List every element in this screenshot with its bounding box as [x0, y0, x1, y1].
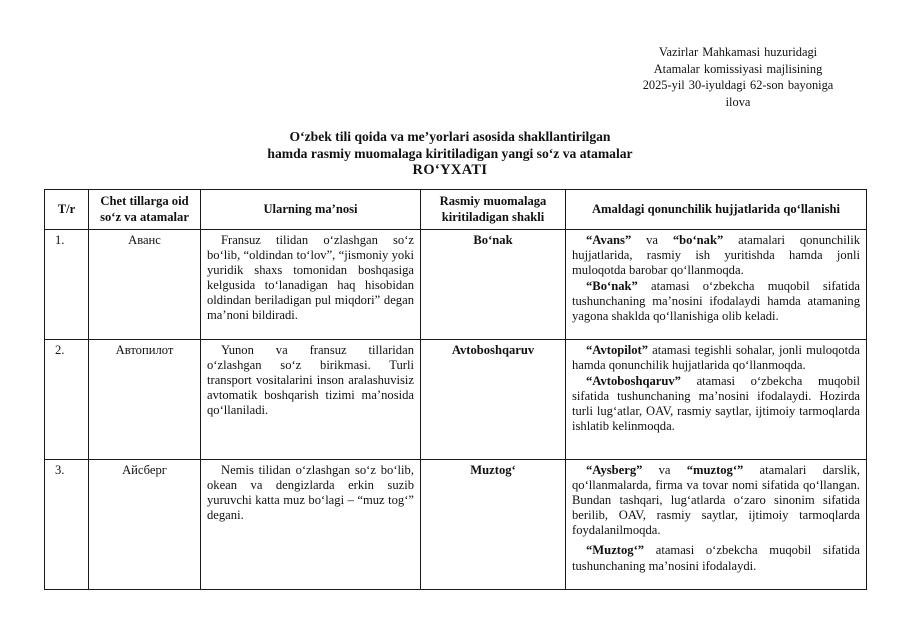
row-number: 3. [45, 460, 89, 590]
official-form: Avtoboshqaruv [421, 340, 566, 460]
header-num: T/r [45, 190, 89, 230]
row-number: 1. [45, 230, 89, 340]
table-row [45, 460, 867, 590]
annex-line: ilova [725, 94, 751, 109]
usage-text [566, 460, 867, 590]
header-meaning: Ularning ma’nosi [201, 190, 421, 230]
annex-note [588, 44, 888, 110]
term-meaning: Fransuz tilidan o‘zlashgan so‘z bo‘lib, “oldindan to‘lov”, “jismoniy yoki yuridik shaxs tomonidan boshqasiga kelgusida to‘lanadigan haq hisobidan oldindan beriladigan pul miqdori” degan ma’noni bildiradi. [201, 230, 421, 340]
annex-line: Atamalar komissiyasi majlisining [653, 61, 823, 76]
usage-text [566, 230, 867, 340]
usage-paragraph: “Avtoboshqaruv” atamasi o‘zbekcha muqobil sifatida tushunchaning ma’nosini ifodalaydi. Hozirda turli lug‘atlar, OAV, rasmiy saytlar, ijtimoiy tarmoqlarda ishlatib kelinmoqda. [572, 374, 860, 434]
title-line-2: hamda rasmiy muomalaga kiritiladigan yangi so‘z va atamalar [267, 146, 633, 161]
usage-paragraph: “Bo‘nak” atamasi o‘zbekcha muqobil sifatida tushunchaning ma’nosini ifodalaydi hamda atamaning yagona shaklda qo‘llanishiga olib keladi. [572, 279, 860, 324]
foreign-term: Аванс [89, 230, 201, 340]
usage-paragraph: “Avans” va “bo‘nak” atamalari qonunchilik hujjatlarida, rasmiy ish yuritishda hamda jonli muloqotda barobar qo‘llanmoqda. [572, 233, 861, 278]
official-form: Bo‘nak [421, 230, 566, 340]
table-header-row [45, 190, 867, 230]
header-usage: Amaldagi qonunchilik hujjatlarida qo‘llanishi [566, 190, 867, 230]
header-foreign-terms: Chet tillarga oid so‘z va atamalar [89, 190, 201, 230]
usage-paragraph: “Muztog‘” atamasi o‘zbekcha muqobil sifatida tushunchaning ma’nosini ifodalaydi. [572, 543, 860, 573]
usage-text [566, 340, 867, 460]
title-line-1: O‘zbek tili qoida va me’yorlari asosida shakllantirilgan [289, 129, 611, 144]
usage-paragraph: “Aysberg” va “muztog‘” atamalari darslik, qo‘llanmalarda, firma va tovar nomi sifatida qo‘llangan. Bundan tashqari, lug‘atlarda o‘zaro sinonim sifatida berilib, OAV, rasmiy saytlar, ijtimoiy tarmoqlarda foydalanilmoqda. [572, 463, 860, 538]
term-meaning: Yunon va fransuz tillaridan o‘zlashgan so‘z birikmasi. Turli transport vositalarini inson aralashuvisiz avtomatik boshqarish tizimi ma’nosida qo‘llaniladi. [201, 340, 421, 460]
foreign-term: Айсберг [89, 460, 201, 590]
foreign-term: Автопилот [89, 340, 201, 460]
row-number: 2. [45, 340, 89, 460]
terms-table [44, 189, 867, 590]
usage-paragraph: “Avtopilot” atamasi tegishli sohalar, jonli muloqotda hamda qonunchilik hujjatlarida qo‘llanmoqda. [572, 343, 860, 373]
table-row [45, 340, 867, 460]
official-form: Muztog‘ [421, 460, 566, 590]
document-title [150, 128, 750, 179]
table-row [45, 230, 867, 340]
annex-line: 2025-yil 30-iyuldagi 62-son bayoniga [642, 78, 834, 93]
title-line-3: RO‘YXATI [412, 162, 488, 178]
annex-line: Vazirlar Mahkamasi huzuridagi [658, 45, 818, 59]
header-official-form: Rasmiy muomalaga kiritiladigan shakli [421, 190, 566, 230]
term-meaning: Nemis tilidan o‘zlashgan so‘z bo‘lib, okean va dengizlarda erkin suzib yuruvchi katta muz bo‘lagi – “muz tog‘” degani. [201, 460, 421, 590]
